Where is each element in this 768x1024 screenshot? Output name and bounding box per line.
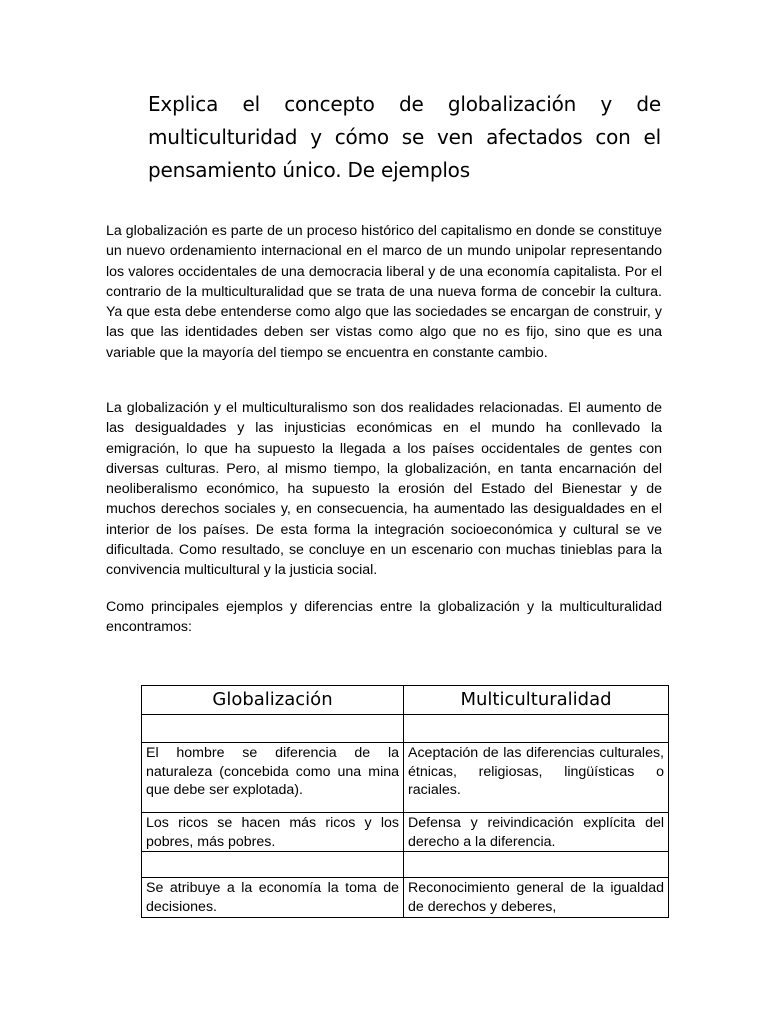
document-heading: Explica el concepto de globalización y de multiculturidad y cómo se ven afectados con el pensamiento único. De ejemplos — [148, 92, 661, 182]
table-cell: Defensa y reivindicación explícita del derecho a la diferencia. — [404, 813, 669, 852]
table-row — [142, 813, 669, 852]
table-header-row — [142, 686, 669, 715]
table-row — [142, 715, 669, 743]
table-cell: El hombre se diferencia de la naturaleza (concebida como una mina que debe ser explotada). — [142, 743, 404, 813]
table-header-globalizacion: Globalización — [142, 686, 404, 715]
table-cell — [404, 715, 669, 743]
paragraph-examples-intro: Como principales ejemplos y diferencias entre la globalización y la multiculturalidad encontramos: — [106, 599, 662, 636]
paragraph-relationship: La globalización y el multiculturalismo son dos realidades relacionadas. El aumento de las desigualdades y las injusticias económicas en el mundo ha conllevado la emigración, lo que ha supuesto la llegada a los países occidentales de gentes con diversas culturas. Pero, al mismo tiempo, la globalización, en tanta encarnación del neoliberalismo económico, ha supuesto la erosión del Estado del Bienestar y de muchos derechos sociales y, en consecuencia, ha aumentado las desigualdades en el interior de los países. De esta forma la integración socioeconómica y cultural se ve dificultada. Como resultado, se concluye en un escenario con muchas tinieblas para la convivencia multicultural y la justicia social. — [106, 400, 662, 579]
paragraph-globalization-definition: La globalización es parte de un proceso histórico del capitalismo en donde se constituye un nuevo ordenamiento internacional en el marco de un mundo unipolar representando los valores occidentales de una democracia liberal y de una economía capitalista. Por el contrario de la multiculturalidad que se trata de una nueva forma de concebir la cultura. Ya que esta debe entenderse como algo que las sociedades se encargan de construir, y las que las identidades deben ser vistas como algo que no es fijo, sino que es una variable que la mayoría del tiempo se encuentra en constante cambio. — [106, 223, 662, 361]
table-cell — [142, 852, 404, 878]
table-cell: Aceptación de las diferencias culturales, étnicas, religiosas, lingüísticas o raciales. — [404, 743, 669, 813]
table-cell: Los ricos se hacen más ricos y los pobres, más pobres. — [142, 813, 404, 852]
table-header-multiculturalidad: Multiculturalidad — [404, 686, 669, 715]
table-row — [142, 743, 669, 813]
comparison-table — [141, 685, 669, 918]
table-row — [142, 878, 669, 918]
table-cell: Se atribuye a la economía la toma de decisiones. — [142, 878, 404, 918]
table-cell: Reconocimiento general de la igualdad de derechos y deberes, — [404, 878, 669, 918]
table-cell — [404, 852, 669, 878]
table-cell — [142, 715, 404, 743]
table-row — [142, 852, 669, 878]
